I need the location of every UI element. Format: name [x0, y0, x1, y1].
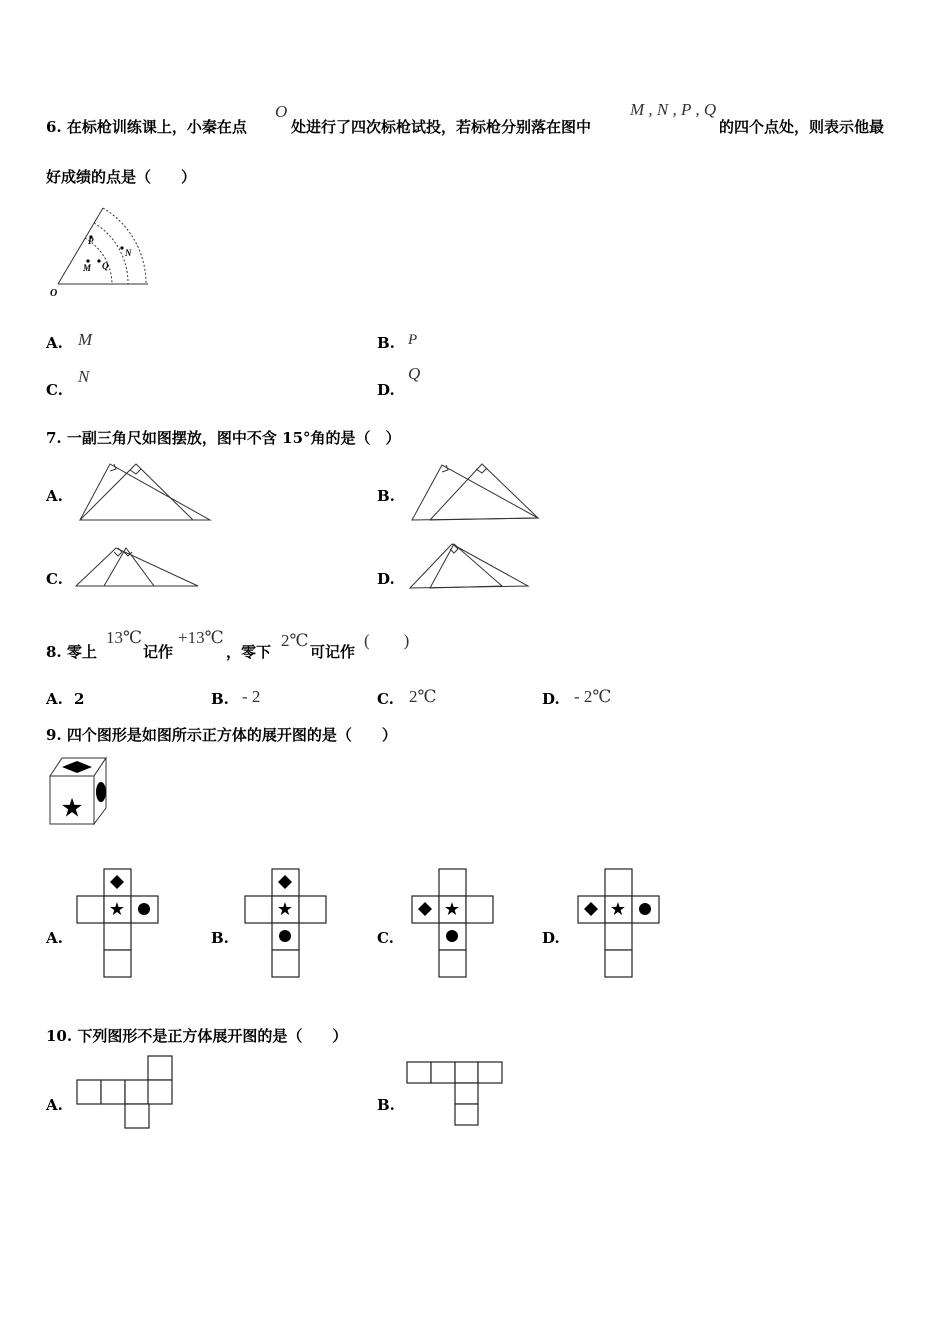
net-cell [439, 869, 466, 896]
q7-option-c-figure[interactable] [74, 544, 202, 590]
q6-label-p: P [88, 236, 94, 246]
net-cell [439, 950, 466, 977]
q8-option-b-label[interactable]: B. [211, 690, 229, 708]
q8-text-1: 零上 [66, 643, 97, 661]
q6-vars: M , N , P , Q [630, 100, 717, 119]
q8-option-b-value[interactable]: - 2 [242, 687, 261, 706]
q10-option-a-label[interactable]: A. [46, 1096, 63, 1114]
q9-option-c-net[interactable] [411, 868, 495, 980]
circle-icon [639, 903, 651, 915]
q7-option-a-label[interactable]: A. [46, 487, 63, 505]
q6-option-a-label[interactable]: A. [46, 334, 63, 352]
q7-b-triangle-2 [430, 464, 538, 520]
q7-stem [46, 427, 401, 448]
q6-option-d-value[interactable]: Q [408, 364, 421, 383]
q8-text-3: ，零下 [226, 643, 272, 661]
q7-text: 一副三角尺如图摆放，图中不含 15°角的是（ ） [66, 429, 401, 447]
star-icon: ★ [443, 899, 461, 920]
q9-number: 9. [46, 726, 62, 744]
q10-option-a-net[interactable] [76, 1055, 176, 1129]
q7-a-right-angle-2 [130, 469, 141, 474]
net-cell [148, 1080, 172, 1104]
q9-option-d-label[interactable]: D. [542, 929, 560, 947]
net-cell [455, 1104, 478, 1125]
star-icon: ★ [276, 899, 294, 920]
net-cell [466, 896, 493, 923]
net-cell [431, 1062, 455, 1083]
net-cell [605, 923, 632, 950]
net-cell [478, 1062, 502, 1083]
q6-var-o: O [275, 102, 288, 121]
star-icon: ★ [60, 793, 84, 824]
q10-number: 10. [46, 1027, 73, 1045]
q6-label-q: Q [102, 261, 109, 271]
q10-text: 下列图形不是正方体展开图的是（ ） [77, 1027, 348, 1045]
net-cell [605, 869, 632, 896]
net-cell [299, 896, 326, 923]
q6-label-o: O [50, 288, 58, 299]
q7-option-b-label[interactable]: B. [377, 487, 395, 505]
q9-option-d-net[interactable] [577, 868, 661, 980]
q6-text-c: 的四个点处，则表示他最 [719, 118, 885, 136]
q7-b-triangle-1 [412, 465, 538, 520]
q7-number: 7. [46, 429, 62, 447]
q6-stem [46, 116, 247, 137]
net-cell [605, 950, 632, 977]
q7-option-d-figure[interactable] [408, 540, 534, 592]
q6-option-a-value[interactable]: M [78, 330, 93, 349]
q7-option-c-label[interactable]: C. [46, 570, 63, 588]
q6-option-b-value[interactable]: P [408, 332, 418, 348]
net-cell [104, 950, 131, 977]
q10-stem [46, 1025, 347, 1046]
q7-option-a-figure[interactable] [78, 462, 213, 524]
circle-icon [138, 903, 150, 915]
net-cell [125, 1104, 149, 1128]
q6-point-q [97, 259, 100, 262]
q9-option-a-label[interactable]: A. [46, 929, 63, 947]
net-cell [77, 896, 104, 923]
q6-arc-outer [103, 208, 146, 284]
net-cell [101, 1080, 125, 1104]
net-cell [272, 950, 299, 977]
q6-label-n: N [125, 248, 132, 258]
q8-option-c-value[interactable]: 2℃ [409, 687, 437, 706]
net-cell [245, 896, 272, 923]
q8-option-d-label[interactable]: D. [542, 690, 560, 708]
q7-a-triangle-2 [80, 464, 193, 520]
q6-sector-figure [48, 204, 158, 299]
q6-option-c-label[interactable]: C. [46, 381, 63, 399]
q6-option-b-label[interactable]: B. [377, 334, 395, 352]
q8-value-2: +13℃ [178, 628, 224, 647]
q7-d-triangle-1 [410, 544, 528, 588]
q8-stem-a [46, 641, 97, 662]
q8-number: 8. [46, 643, 62, 661]
q6-number: 6. [46, 118, 62, 136]
net-cell [125, 1080, 149, 1104]
q8-value-1: 13℃ [106, 628, 143, 647]
q7-option-b-figure[interactable] [410, 462, 542, 524]
q7-option-d-label[interactable]: D. [377, 570, 395, 588]
q8-option-a-label[interactable]: A. [46, 690, 63, 708]
q8-option-a-value[interactable]: 2 [74, 690, 85, 708]
net-cell [455, 1083, 478, 1104]
q10-option-b-net[interactable] [406, 1061, 506, 1129]
q9-stem [46, 724, 397, 745]
q9-option-b-label[interactable]: B. [211, 929, 229, 947]
star-icon: ★ [108, 899, 126, 920]
q6-text-a: 在标枪训练课上，小秦在点 [66, 118, 247, 136]
net-cell [104, 923, 131, 950]
q8-option-c-label[interactable]: C. [377, 690, 394, 708]
net-cell [455, 1062, 478, 1083]
q6-text-d: 好成绩的点是（ ） [46, 168, 197, 186]
q6-option-c-value[interactable]: N [78, 367, 90, 386]
circle-icon [279, 930, 291, 942]
q8-option-d-value[interactable]: - 2℃ [574, 687, 612, 706]
q6-option-d-label[interactable]: D. [377, 381, 395, 399]
q7-c-triangle-1 [76, 548, 198, 586]
q6-text-b: 处进行了四次标枪试投，若标枪分别落在图中 [291, 118, 592, 136]
q8-value-3: 2℃ [281, 631, 309, 650]
q8-paren: ( ) [364, 631, 410, 650]
q6-arc-middle [94, 223, 128, 284]
net-cell [148, 1056, 172, 1080]
q8-text-2: 记作 [143, 643, 174, 661]
q9-option-a-net[interactable] [76, 868, 160, 980]
circle-icon [446, 930, 458, 942]
q6-point-n [120, 246, 123, 249]
star-icon: ★ [609, 899, 627, 920]
net-cell [77, 1080, 101, 1104]
circle-icon [96, 782, 106, 802]
q10-option-b-label[interactable]: B. [377, 1096, 395, 1114]
q9-text: 四个图形是如图所示正方体的展开图的是（ ） [66, 726, 397, 744]
q6-label-m: M [83, 263, 92, 273]
q9-option-c-label[interactable]: C. [377, 929, 394, 947]
q8-text-4: 可记作 [310, 643, 356, 661]
net-cell [407, 1062, 431, 1083]
q9-option-b-net[interactable] [244, 868, 328, 980]
q9-cube-figure [48, 756, 110, 826]
